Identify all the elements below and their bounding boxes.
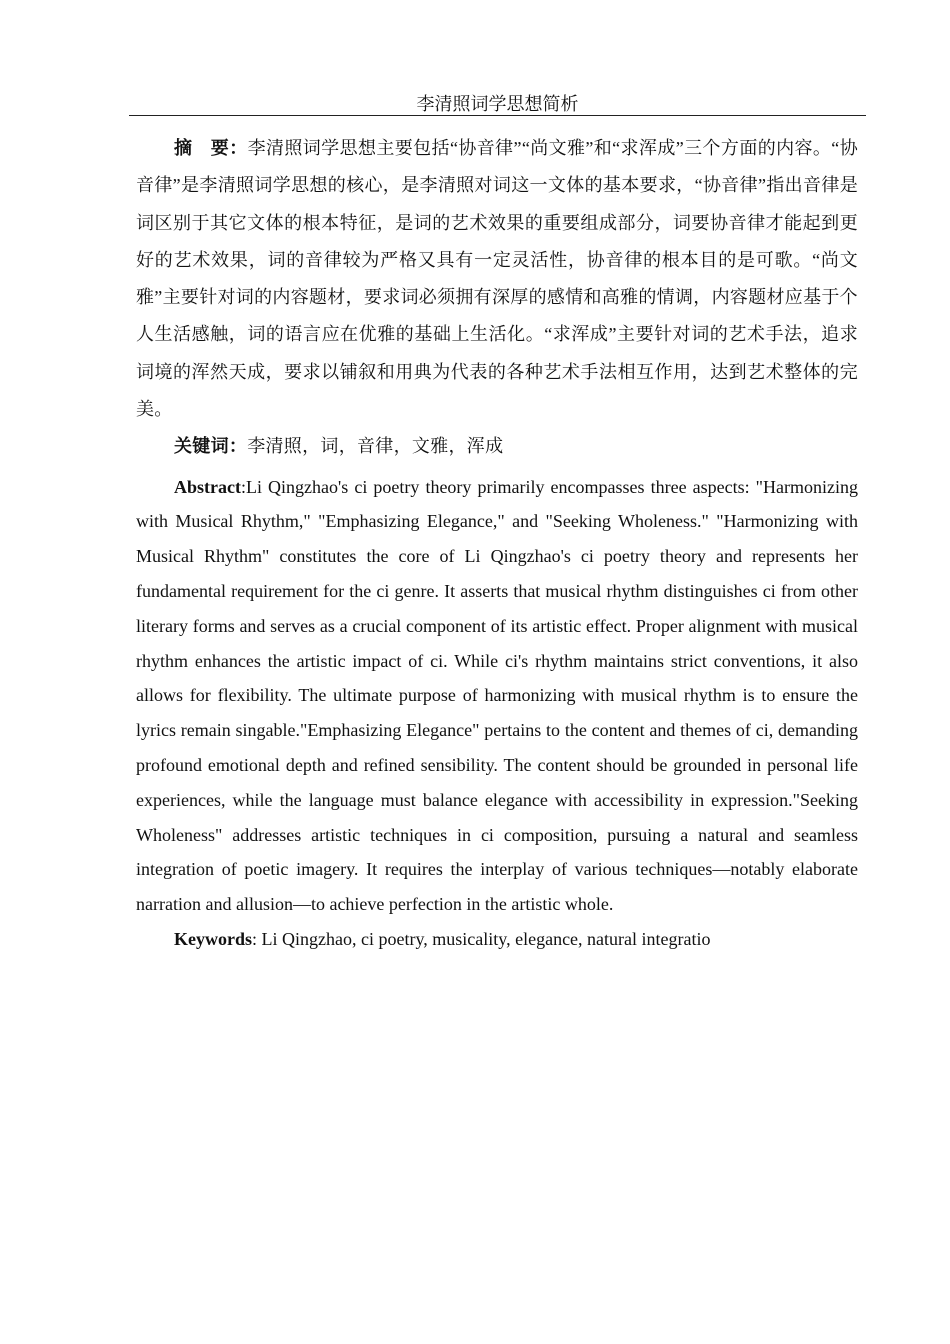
keywords-en-text: : Li Qingzhao, ci poetry, musicality, elegance, natural integratio [252,929,711,950]
keywords-zh-label: 关键词： [174,436,248,457]
abstract-en-text: :Li Qingzhao's ci poetry theory primarily encompasses three aspects: "Harmonizing with Musical Rhythm," "Emphasizing Elegance," and "Seeking Wholeness." "Harmonizing with Musical Rhythm" constitutes the core of Li Qingzhao's ci poetry theory and represents her fundamental requirement for the ci genre. It asserts that musical rhythm distinguishes ci from other literary forms and serves as a crucial component of its artistic effect. Proper alignment with musical rhythm enhances the artistic impact of ci. While ci's rhythm maintains strict conventions, it also allows for flexibility. The ultimate purpose of harmonizing with musical rhythm is to ensure the lyrics remain singable."Emphasizing Elegance" pertains to the content and themes of ci, demanding profound emotional depth and refined sensibility. The content should be grounded in personal life experiences, while the language must balance elegance with accessibility in expression."Seeking Wholeness" addresses artistic techniques in ci composition, pursuing a natural and seamless integration of poetic imagery. It requires the interplay of various techniques—notably elaborate narration and allusion—to achieve perfection in the artistic whole. [136,476,858,915]
abstract-zh-text: 李清照词学思想主要包括“协音律”“尚文雅”和“求浑成”三个方面的内容。“协音律”是李清照词学思想的核心，是李清照对词这一文体的基本要求，“协音律”指出音律是词区别于其它文体的根本特征，是词的艺术效果的重要组成部分，词要协音律才能起到更好的艺术效果，词的音律较为严格又具有一定灵活性，协音律的根本目的是可歌。“尚文雅”主要针对词的内容题材，要求词必须拥有深厚的感情和高雅的情调，内容题材应基于个人生活感触，词的语言应在优雅的基础上生活化。“求浑成”主要针对词的艺术手法，追求词境的浑然天成，要求以铺叙和用典为代表的各种艺术手法相互作用，达到艺术整体的完美。 [136,138,858,420]
abstract-en-label: Abstract [174,476,241,497]
keywords-en-label: Keywords [174,929,252,950]
abstract-zh-label: 摘 要： [174,138,248,158]
keywords-zh [136,428,858,465]
keywords-en [136,922,858,957]
keywords-zh-text: 李清照，词，音律，文雅，浑成 [247,436,504,457]
abstract-zh [136,130,858,428]
running-header: 李清照词学思想简析 [416,94,579,114]
abstract-en [136,470,858,922]
document-body [136,130,858,957]
header-rule [129,115,866,116]
